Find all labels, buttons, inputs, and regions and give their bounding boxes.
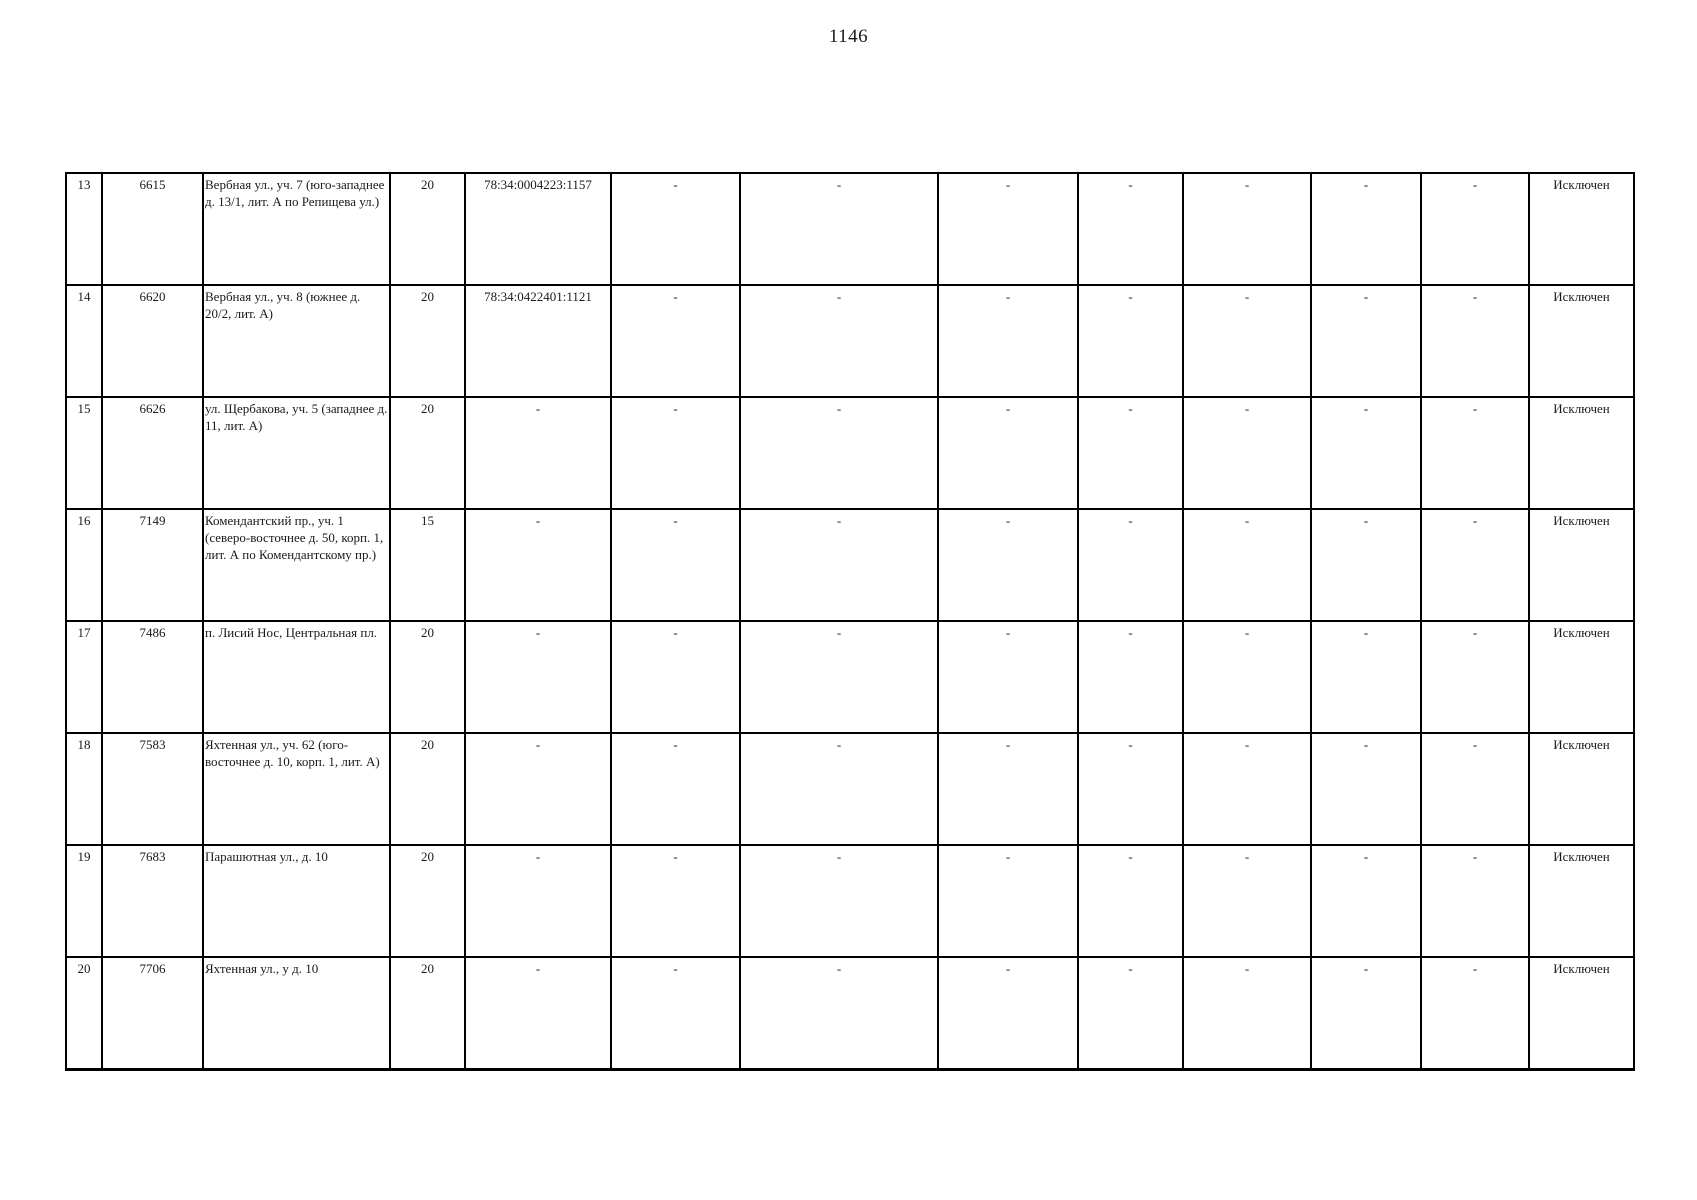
cell-col-12: - bbox=[1421, 285, 1529, 397]
cell-status: Исключен bbox=[1529, 285, 1634, 397]
cell-address: п. Лисий Нос, Центральная пл. bbox=[203, 621, 390, 733]
cell-col-8: - bbox=[938, 621, 1078, 733]
table-row bbox=[66, 173, 1634, 285]
cell-object-id: 7149 bbox=[102, 509, 203, 621]
cell-col-6: - bbox=[611, 173, 740, 285]
cell-row-number: 16 bbox=[66, 509, 102, 621]
cell-col-8: - bbox=[938, 173, 1078, 285]
cell-object-id: 7486 bbox=[102, 621, 203, 733]
cell-col-9: - bbox=[1078, 285, 1183, 397]
cell-col-9: - bbox=[1078, 621, 1183, 733]
cell-cadastral-number: - bbox=[465, 957, 611, 1070]
cell-col-11: - bbox=[1311, 621, 1421, 733]
table-row bbox=[66, 845, 1634, 957]
cell-col-10: - bbox=[1183, 957, 1311, 1070]
cell-address: Вербная ул., уч. 7 (юго-западнее д. 13/1, лит. А по Репищева ул.) bbox=[203, 173, 390, 285]
cell-col-12: - bbox=[1421, 397, 1529, 509]
cell-value: 20 bbox=[390, 397, 465, 509]
cell-col-10: - bbox=[1183, 509, 1311, 621]
cell-object-id: 7583 bbox=[102, 733, 203, 845]
cell-col-8: - bbox=[938, 397, 1078, 509]
table-row bbox=[66, 957, 1634, 1070]
table-row bbox=[66, 509, 1634, 621]
cell-col-11: - bbox=[1311, 733, 1421, 845]
cell-col-7: - bbox=[740, 957, 938, 1070]
cell-col-12: - bbox=[1421, 733, 1529, 845]
cell-cadastral-number: - bbox=[465, 509, 611, 621]
cell-cadastral-number: 78:34:0004223:1157 bbox=[465, 173, 611, 285]
cell-cadastral-number: - bbox=[465, 621, 611, 733]
cell-col-10: - bbox=[1183, 173, 1311, 285]
cell-status: Исключен bbox=[1529, 733, 1634, 845]
cell-object-id: 7706 bbox=[102, 957, 203, 1070]
cell-status: Исключен bbox=[1529, 621, 1634, 733]
cell-col-12: - bbox=[1421, 509, 1529, 621]
cell-col-8: - bbox=[938, 285, 1078, 397]
cell-col-11: - bbox=[1311, 845, 1421, 957]
cell-status: Исключен bbox=[1529, 509, 1634, 621]
cell-col-9: - bbox=[1078, 733, 1183, 845]
cell-status: Исключен bbox=[1529, 397, 1634, 509]
table-row bbox=[66, 621, 1634, 733]
cell-col-10: - bbox=[1183, 397, 1311, 509]
cell-address: Комендантский пр., уч. 1 (северо-восточнее д. 50, корп. 1, лит. А по Комендантскому пр.) bbox=[203, 509, 390, 621]
cell-cadastral-number: - bbox=[465, 733, 611, 845]
cell-value: 20 bbox=[390, 173, 465, 285]
cell-col-12: - bbox=[1421, 957, 1529, 1070]
cell-col-10: - bbox=[1183, 733, 1311, 845]
cell-cadastral-number: - bbox=[465, 845, 611, 957]
cell-col-11: - bbox=[1311, 509, 1421, 621]
cell-address: Яхтенная ул., уч. 62 (юго-восточнее д. 10, корп. 1, лит. А) bbox=[203, 733, 390, 845]
cell-col-12: - bbox=[1421, 173, 1529, 285]
cell-value: 20 bbox=[390, 285, 465, 397]
cell-row-number: 20 bbox=[66, 957, 102, 1070]
cell-col-6: - bbox=[611, 285, 740, 397]
cell-address: Яхтенная ул., у д. 10 bbox=[203, 957, 390, 1070]
cell-object-id: 6620 bbox=[102, 285, 203, 397]
cell-col-7: - bbox=[740, 733, 938, 845]
page-number: 1146 bbox=[828, 26, 869, 47]
cell-col-8: - bbox=[938, 845, 1078, 957]
cell-col-9: - bbox=[1078, 957, 1183, 1070]
cell-value: 20 bbox=[390, 621, 465, 733]
cell-row-number: 18 bbox=[66, 733, 102, 845]
cell-col-10: - bbox=[1183, 845, 1311, 957]
cell-col-7: - bbox=[740, 509, 938, 621]
cell-object-id: 6615 bbox=[102, 173, 203, 285]
cell-row-number: 19 bbox=[66, 845, 102, 957]
cell-col-10: - bbox=[1183, 285, 1311, 397]
cell-col-7: - bbox=[740, 845, 938, 957]
cell-address: Парашютная ул., д. 10 bbox=[203, 845, 390, 957]
cell-address: ул. Щербакова, уч. 5 (западнее д. 11, лит. А) bbox=[203, 397, 390, 509]
table-row bbox=[66, 285, 1634, 397]
cell-status: Исключен bbox=[1529, 173, 1634, 285]
cell-value: 20 bbox=[390, 845, 465, 957]
cell-col-7: - bbox=[740, 621, 938, 733]
cell-address: Вербная ул., уч. 8 (южнее д. 20/2, лит. А) bbox=[203, 285, 390, 397]
cell-col-10: - bbox=[1183, 621, 1311, 733]
cell-col-7: - bbox=[740, 173, 938, 285]
cell-row-number: 14 bbox=[66, 285, 102, 397]
cell-col-7: - bbox=[740, 285, 938, 397]
cell-col-6: - bbox=[611, 621, 740, 733]
cell-col-9: - bbox=[1078, 397, 1183, 509]
cell-value: 15 bbox=[390, 509, 465, 621]
cell-col-8: - bbox=[938, 733, 1078, 845]
cell-value: 20 bbox=[390, 957, 465, 1070]
cell-col-11: - bbox=[1311, 397, 1421, 509]
cell-cadastral-number: 78:34:0422401:1121 bbox=[465, 285, 611, 397]
cell-row-number: 13 bbox=[66, 173, 102, 285]
cell-col-8: - bbox=[938, 509, 1078, 621]
cell-col-9: - bbox=[1078, 173, 1183, 285]
cell-cadastral-number: - bbox=[465, 397, 611, 509]
table-row bbox=[66, 397, 1634, 509]
cell-col-6: - bbox=[611, 509, 740, 621]
cell-col-9: - bbox=[1078, 509, 1183, 621]
cell-value: 20 bbox=[390, 733, 465, 845]
cell-col-6: - bbox=[611, 397, 740, 509]
cell-col-11: - bbox=[1311, 173, 1421, 285]
cell-object-id: 7683 bbox=[102, 845, 203, 957]
cell-col-6: - bbox=[611, 957, 740, 1070]
register-table bbox=[65, 172, 1635, 1071]
cell-col-11: - bbox=[1311, 285, 1421, 397]
cell-status: Исключен bbox=[1529, 957, 1634, 1070]
cell-col-6: - bbox=[611, 733, 740, 845]
cell-status: Исключен bbox=[1529, 845, 1634, 957]
cell-object-id: 6626 bbox=[102, 397, 203, 509]
cell-row-number: 17 bbox=[66, 621, 102, 733]
cell-col-11: - bbox=[1311, 957, 1421, 1070]
table-row bbox=[66, 733, 1634, 845]
cell-col-12: - bbox=[1421, 845, 1529, 957]
cell-col-8: - bbox=[938, 957, 1078, 1070]
cell-col-6: - bbox=[611, 845, 740, 957]
cell-col-9: - bbox=[1078, 845, 1183, 957]
cell-col-7: - bbox=[740, 397, 938, 509]
cell-col-12: - bbox=[1421, 621, 1529, 733]
cell-row-number: 15 bbox=[66, 397, 102, 509]
